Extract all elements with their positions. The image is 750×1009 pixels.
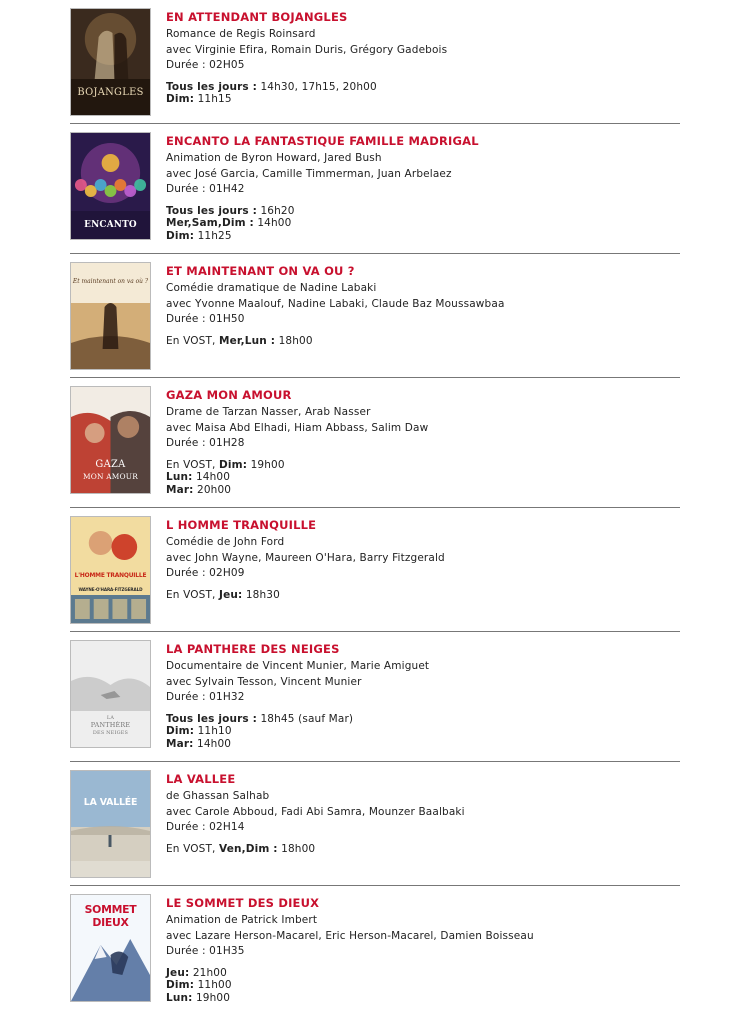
poster-image bbox=[71, 133, 150, 239]
film-entry bbox=[70, 516, 680, 632]
showtime-days: Dim: bbox=[166, 93, 195, 106]
showtime-row bbox=[166, 459, 680, 472]
poster-encanto[interactable] bbox=[70, 132, 151, 240]
poster-title-text: Et maintenant on va où ? bbox=[72, 277, 149, 286]
poster-title-text: BOJANGLES bbox=[77, 86, 144, 99]
showtime-days: Mar: bbox=[166, 737, 194, 750]
showtime-row bbox=[166, 81, 680, 94]
poster-en-attendant-bojangles[interactable] bbox=[70, 8, 151, 116]
film-genre-director: Comédie dramatique de Nadine Labaki bbox=[166, 282, 377, 294]
film-genre-director: de Ghassan Salhab bbox=[166, 790, 270, 802]
film-info bbox=[166, 132, 680, 243]
showtime-row bbox=[166, 713, 680, 726]
film-info bbox=[166, 640, 680, 751]
poster-title-text: ENCANTO bbox=[84, 219, 137, 231]
showtime-times: 11h00 bbox=[197, 979, 232, 992]
film-title[interactable]: LE SOMMET DES DIEUX bbox=[166, 896, 320, 910]
showtime-row bbox=[166, 738, 680, 751]
showtime-row bbox=[166, 843, 680, 856]
poster-title-text: PANTHÈRE bbox=[90, 720, 131, 730]
film-entry bbox=[70, 894, 680, 1004]
film-entry bbox=[70, 262, 680, 378]
film-genre-director: Comédie de John Ford bbox=[166, 536, 285, 548]
film-entry bbox=[70, 8, 680, 124]
showtimes bbox=[166, 335, 680, 348]
showtime-times: 19h00 bbox=[250, 458, 285, 471]
film-title[interactable]: GAZA MON AMOUR bbox=[166, 388, 292, 402]
poster-title-text: DES NEIGES bbox=[92, 729, 129, 737]
film-entry bbox=[70, 770, 680, 886]
showtime-days: Ven,Dim : bbox=[219, 842, 278, 855]
showtime-version: En VOST, bbox=[166, 334, 216, 347]
poster-title-text: MON AMOUR bbox=[83, 471, 138, 482]
showtime-days: Tous les jours : bbox=[166, 80, 257, 93]
showtime-days: Lun: bbox=[166, 991, 193, 1004]
film-duration: Durée : 02H14 bbox=[166, 821, 245, 833]
film-duration: Durée : 02H05 bbox=[166, 59, 245, 71]
film-duration: Durée : 01H28 bbox=[166, 437, 245, 449]
showtime-days: Dim: bbox=[219, 458, 248, 471]
film-info bbox=[166, 516, 680, 601]
showtime-times: 14h00 bbox=[257, 217, 292, 230]
film-info bbox=[166, 8, 680, 106]
poster-image bbox=[71, 9, 150, 115]
film-info bbox=[166, 262, 680, 347]
showtimes bbox=[166, 967, 680, 1005]
poster-image bbox=[71, 641, 150, 747]
film-info bbox=[166, 894, 680, 1005]
showtime-days: Mer,Sam,Dim : bbox=[166, 217, 254, 230]
poster-image bbox=[71, 895, 150, 1001]
showtime-times: 11h15 bbox=[197, 93, 232, 106]
showtime-days: Tous les jours : bbox=[166, 712, 257, 725]
film-cast: avec John Wayne, Maureen O'Hara, Barry Fitzgerald bbox=[166, 551, 445, 564]
film-genre-director: Drame de Tarzan Nasser, Arab Nasser bbox=[166, 406, 371, 418]
film-duration: Durée : 02H09 bbox=[166, 567, 245, 579]
film-genre-director: Animation de Patrick Imbert bbox=[166, 914, 318, 926]
showtime-times: 18h00 bbox=[281, 842, 316, 855]
showtime-row bbox=[166, 725, 680, 738]
film-cast: avec Virginie Efira, Romain Duris, Grégory Gadebois bbox=[166, 43, 448, 56]
poster-image bbox=[71, 263, 150, 369]
film-entry bbox=[70, 386, 680, 508]
film-title[interactable]: L HOMME TRANQUILLE bbox=[166, 518, 317, 532]
showtime-version: En VOST, bbox=[166, 458, 216, 471]
film-duration: Durée : 01H42 bbox=[166, 183, 245, 195]
showtime-row bbox=[166, 205, 680, 218]
showtime-days: Mar: bbox=[166, 483, 194, 496]
poster-image bbox=[71, 387, 150, 493]
showtimes bbox=[166, 713, 680, 751]
film-cast: avec José Garcia, Camille Timmerman, Juan Arbelaez bbox=[166, 167, 452, 180]
poster-title-text: L'HOMME TRANQUILLE bbox=[74, 571, 147, 580]
film-duration: Durée : 01H32 bbox=[166, 691, 245, 703]
showtime-row bbox=[166, 217, 680, 230]
showtime-times: 18h45 (sauf Mar) bbox=[260, 712, 354, 725]
film-title[interactable]: ET MAINTENANT ON VA OU ? bbox=[166, 264, 355, 278]
showtime-days: Jeu: bbox=[166, 966, 190, 979]
film-cast: avec Lazare Herson-Macarel, Eric Herson-Macarel, Damien Boisseau bbox=[166, 929, 534, 942]
film-title[interactable]: EN ATTENDANT BOJANGLES bbox=[166, 10, 348, 24]
showtime-row bbox=[166, 992, 680, 1005]
showtime-times: 18h00 bbox=[278, 334, 313, 347]
film-title[interactable]: ENCANTO LA FANTASTIQUE FAMILLE MADRIGAL bbox=[166, 134, 479, 148]
showtimes bbox=[166, 843, 680, 856]
showtime-days: Dim: bbox=[166, 725, 195, 738]
poster-title-text: WAYNE·O'HARA·FITZGERALD bbox=[78, 586, 143, 593]
showtime-times: 11h25 bbox=[197, 229, 232, 242]
showtime-days: Mer,Lun : bbox=[219, 334, 276, 347]
poster-image bbox=[71, 771, 150, 877]
film-entry bbox=[70, 640, 680, 762]
poster-la-vallee[interactable] bbox=[70, 770, 151, 878]
showtime-times: 14h00 bbox=[197, 737, 232, 750]
showtime-times: 19h00 bbox=[195, 991, 231, 1004]
showtime-days: Jeu: bbox=[219, 588, 243, 601]
showtime-version: En VOST, bbox=[166, 588, 216, 601]
film-cast: avec Maisa Abd Elhadi, Hiam Abbass, Salim Daw bbox=[166, 421, 429, 434]
showtime-times: 16h20 bbox=[260, 204, 295, 217]
showtime-days: Dim: bbox=[166, 229, 195, 242]
poster-l-homme-tranquille[interactable] bbox=[70, 516, 151, 624]
film-cast: avec Yvonne Maalouf, Nadine Labaki, Claude Baz Moussawbaa bbox=[166, 297, 505, 310]
poster-le-sommet-des-dieux[interactable] bbox=[70, 894, 151, 1002]
showtime-days: Dim: bbox=[166, 979, 195, 992]
showtime-version: En VOST, bbox=[166, 842, 216, 855]
showtime-times: 14h00 bbox=[195, 471, 231, 484]
film-cast: avec Carole Abboud, Fadi Abi Samra, Mounzer Baalbaki bbox=[166, 805, 465, 818]
showtime-days: Tous les jours : bbox=[166, 204, 257, 217]
film-title[interactable]: LA PANTHERE DES NEIGES bbox=[166, 642, 340, 656]
poster-title-text: LA bbox=[106, 714, 115, 722]
showtime-row bbox=[166, 335, 680, 348]
film-entry bbox=[70, 132, 680, 254]
showtime-row bbox=[166, 589, 680, 602]
poster-title-text: SOMMET bbox=[84, 902, 137, 917]
showtime-times: 11h10 bbox=[197, 725, 232, 738]
film-duration: Durée : 01H50 bbox=[166, 313, 245, 325]
film-genre-director: Romance de Regis Roinsard bbox=[166, 28, 316, 40]
showtime-row bbox=[166, 471, 680, 484]
film-genre-director: Animation de Byron Howard, Jared Bush bbox=[166, 152, 382, 164]
film-cast: avec Sylvain Tesson, Vincent Munier bbox=[166, 675, 362, 688]
poster-gaza-mon-amour[interactable] bbox=[70, 386, 151, 494]
showtime-times: 21h00 bbox=[192, 966, 227, 979]
poster-image bbox=[71, 517, 150, 623]
showtime-row bbox=[166, 93, 680, 106]
showtime-days: Lun: bbox=[166, 471, 193, 484]
showtime-row bbox=[166, 230, 680, 243]
showtimes bbox=[166, 589, 680, 602]
showtime-row bbox=[166, 979, 680, 992]
poster-title-text: LA VALLÉE bbox=[83, 796, 138, 809]
poster-et-maintenant-on-va-ou[interactable] bbox=[70, 262, 151, 370]
film-info bbox=[166, 770, 680, 855]
showtimes bbox=[166, 81, 680, 106]
film-duration: Durée : 01H35 bbox=[166, 945, 245, 957]
showtime-row bbox=[166, 484, 680, 497]
poster-la-panthere-des-neiges[interactable] bbox=[70, 640, 151, 748]
showtime-row bbox=[166, 967, 680, 980]
film-title[interactable]: LA VALLEE bbox=[166, 772, 236, 786]
film-genre-director: Documentaire de Vincent Munier, Marie Amiguet bbox=[166, 660, 430, 672]
showtimes bbox=[166, 459, 680, 497]
poster-title-text: GAZA bbox=[95, 458, 126, 471]
poster-title-text: DIEUX bbox=[92, 915, 129, 930]
showtime-times: 20h00 bbox=[197, 483, 232, 496]
film-info bbox=[166, 386, 680, 497]
showtime-times: 14h30, 17h15, 20h00 bbox=[260, 80, 377, 93]
showtimes bbox=[166, 205, 680, 243]
showtime-times: 18h30 bbox=[245, 588, 280, 601]
